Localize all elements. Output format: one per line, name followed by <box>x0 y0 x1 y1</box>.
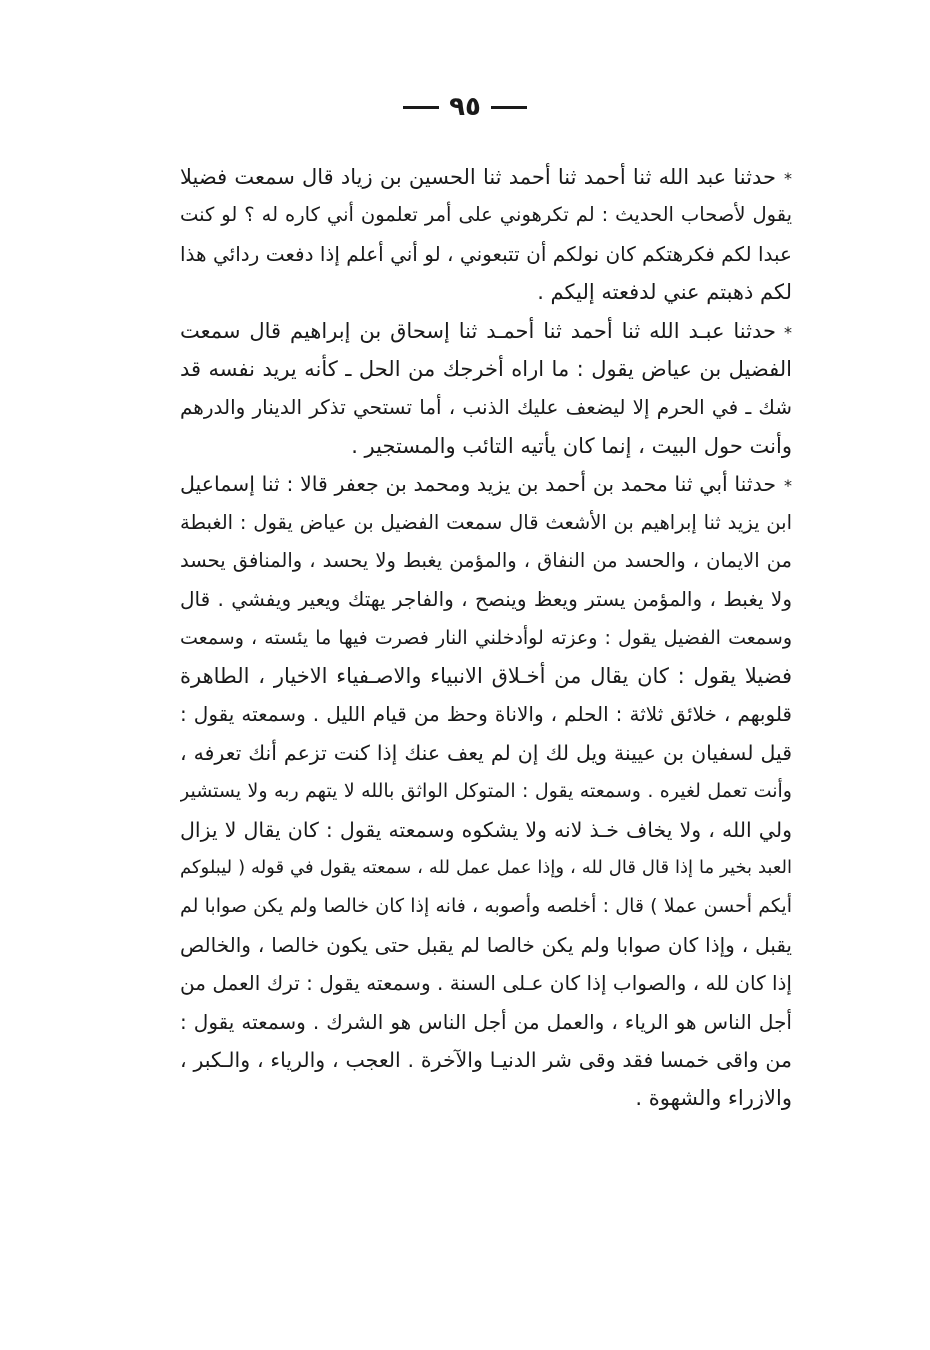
text-line: أجل الناس هو الرياء ، والعمل من أجل الناس هو الشرك . وسمعته يقول : <box>180 1009 792 1034</box>
text-body <box>180 158 792 1118</box>
text-line: العبد بخير ما إذا قال قال لله ، وإذا عمل عمل لله ، سمعته يقول في قوله ( ليبلوكم <box>180 857 792 879</box>
text-line: عبدا لكم فكرهتكم كان نولكم أن تتبعوني ، لو أني أعلم إذا دفعت ردائي هذا <box>180 241 792 266</box>
paragraph-marker: * <box>784 169 792 188</box>
text-line: إذا كان لله ، والصواب إذا كان عـلى السنة . وسمعته يقول : ترك العمل من <box>180 971 792 996</box>
paragraph-marker: * <box>784 476 792 496</box>
text-line: ولا يغبط ، والمؤمن يستر ويعظ وينصح ، والفاجر يهتك ويعير ويفشي . قال <box>180 587 792 612</box>
text-line: قلوبهم ، خلائق ثلاثة : الحلم ، والاناة وحظ من قيام الليل . وسمعته يقول : <box>180 702 792 727</box>
page-number-dash-left <box>403 106 439 109</box>
text-line: قيل لسفيان بن عيينة ويل لك إن لم يعف عنك إذا كنت تزعم أنك تعرفه ، <box>180 740 792 765</box>
text-line: من الايمان ، والحسد من النفاق ، والمؤمن يغبط ولا يحسد ، والمنافق يحسد <box>180 548 792 572</box>
text-line: يقول لأصحاب الحديث : لم تكرهوني على أمر تعلمون أني كاره له ؟ لو كنت <box>180 203 792 227</box>
text-line: لكم ذهبتم عني لدفعته إليكم . <box>537 280 792 305</box>
paragraph-marker: * <box>784 322 792 342</box>
text-line: من واقى خمسا فقد وقى شر الدنيـا والآخرة . العجب ، والرياء ، والـكبر ، <box>180 1047 792 1072</box>
text-line: والازراء والشهوة . <box>635 1086 792 1111</box>
text-line: *حدثنا أبي ثنا محمد بن أحمد بن يزيد ومحمد بن جعفر قالا : ثنا إسماعيل <box>180 472 792 497</box>
text-line: أيكم أحسن عملا ) قال : أخلصه وأصوبه ، فانه إذا كان خالصا ولم يكن صوابا لم <box>180 895 792 918</box>
text-line: الفضيل بن عياض يقول : ما اراه أخرجك من الحل ـ كأنه يريد نفسه قد <box>180 356 792 381</box>
text-line: ولي الله ، ولا يخاف خـذ لانه ولا يشكوه وسمعته يقول : كان يقال لا يزال <box>180 817 792 842</box>
text-line: *حدثنا عبـد الله ثنا أحمد ثنا أحمـد ثنا إسحاق بن إبراهيم قال سمعت <box>180 318 792 343</box>
text-line: *حدثنا عبد الله ثنا أحمد ثنا أحمد ثنا الحسين بن زياد قال سمعت فضيلا <box>180 165 792 189</box>
text-line: وأنت حول البيت ، إنما كان يأتيه التائب والمستجير . <box>351 433 792 458</box>
page-number-text: ٩٥ <box>449 92 481 122</box>
text-line: يقبل ، وإذا كان صوابا ولم يكن خالصا لم يقبل حتى يكون خالصا ، والخالص <box>180 932 792 957</box>
page-number <box>0 92 930 122</box>
text-line: شك ـ في الحرم إلا ليضعف عليك الذنب ، أما تستحي تذكر الدينار والدرهم <box>180 395 792 420</box>
text-line: وسمعت الفضيل يقول : وعزته لوأدخلني النار فصرت فيها ما يئسته ، وسمعت <box>180 626 792 649</box>
text-line: وأنت تعمل لغيره . وسمعته يقول : المتوكل الواثق بالله لا يتهم ربه ولا يستشير <box>180 780 792 803</box>
text-line: ابن يزيد ثنا إبراهيم بن الأشعث قال سمعت الفضيل بن عياض يقول : الغبطة <box>180 510 792 534</box>
page-number-dash-right <box>491 106 527 109</box>
text-line: فضيلا يقول : كان يقال من أخـلاق الانبياء والاصـفياء الاخيار ، الطاهرة <box>180 664 792 689</box>
